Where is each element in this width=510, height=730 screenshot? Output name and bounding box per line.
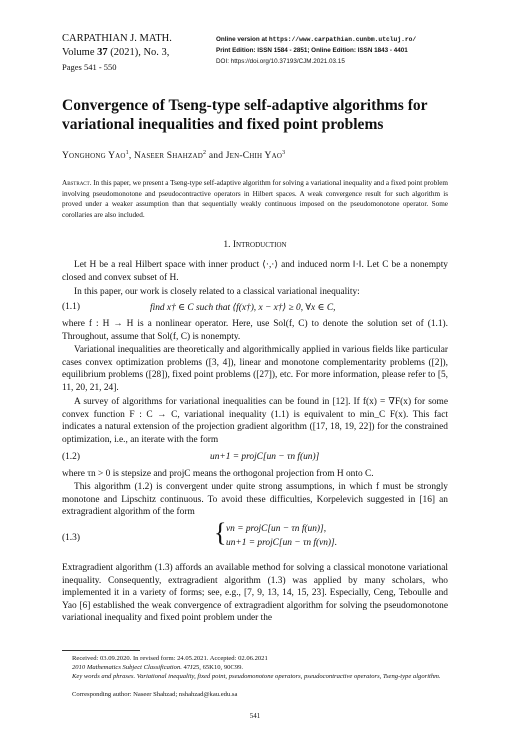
- equation-number: (1.1): [62, 302, 80, 312]
- paragraph: Extragradient algorithm (1.3) affords an available method for solving a classical monotone variational inequality. Consequently, extragradient algorithm (1.3) was applied by many scholars, who implemented it in a variety of forms; see, e.g., [7, 9, 13, 14, 15, 23]. Especially, Ceng, Teboulle and Yao [6] established the weak convergence of extragradient algorithm for solving the pseudomonotone variational inequality and fixed point problem under the: [62, 563, 448, 624]
- equation-1-1: [62, 302, 448, 316]
- author-name: Yonghong Yao: [62, 151, 126, 162]
- equation-1-2: [62, 452, 448, 466]
- abstract-text: In this paper, we present a Tseng-type self-adaptive algorithm for solving a variational inequality and a fixed point problem involving pseudomonotone and pseudocontractive operators in Hilbert spaces. A weak convergence result for such algorithm is proved under a weaker assumption than that sequentially weakly continuous imposed on the pseudomonotone operator. Some corollaries are also included.: [62, 179, 448, 219]
- left-brace: {: [214, 518, 227, 547]
- footnote-dates: Received: 03.09.2020. In revised form: 24.05.2021. Accepted: 02.06.2021: [72, 655, 268, 662]
- footnote-msc: 2010 Mathematics Subject Classification. 47J25, 65K10, 90C99.: [72, 664, 244, 671]
- author-name: Naseer Shahzad: [134, 151, 204, 162]
- equation-expression: find x† ∈ C such that ⟨f(x†), x − x†⟩ ≥ 0, ∀x ∈ C,: [150, 303, 336, 313]
- section-heading: 1. Introduction: [223, 240, 287, 250]
- equation-1-3: [62, 518, 448, 558]
- paragraph: In this paper, our work is closely related to a classical variational inequality:: [74, 287, 360, 297]
- equation-expression: un+1 = projC[un − τn f(un)]: [210, 452, 320, 462]
- abstract: [62, 178, 448, 220]
- paragraph: Let H be a real Hilbert space with inner product ⟨·,·⟩ and induced norm ‖·‖. Let C be a nonempty closed and convex subset of H.: [62, 260, 448, 283]
- equation-number: (1.2): [62, 452, 80, 462]
- journal-volume: Volume 37 (2021), No. 3,: [62, 47, 170, 58]
- footnote-corresponding-author: Corresponding author: Naseer Shahzad; nshahzad@kau.edu.sa: [72, 691, 238, 698]
- paper-title: Convergence of Tseng-type self-adaptive algorithms for variational inequalities and fixed point problems: [62, 97, 428, 133]
- publication-info: [216, 34, 416, 67]
- paragraph: A survey of algorithms for variational inequalities can be found in [12]. If f(x) = ∇F(x) for some convex function F : C → C, variational inequality (1.1) is equivalent to min_C F(x). This fact indicates a natural extension of the projection gradient algorithm ([17, 18, 19, 22]) for the constrained optimization, i.e., an iterate with the form: [62, 397, 448, 445]
- paragraph: Variational inequalities are theoretically and algorithmically applied in various fields like particular cases convex optimization problems ([3, 4]), linear and monotone complementarity problems ([2]), equilibrium problems ([28]), fixed point problems ([27]), etc. For more information, please refer to [5, 11, 20, 21, 24].: [62, 345, 448, 393]
- journal-pages: Pages 541 - 550: [62, 62, 117, 72]
- issn-line: Print Edition: ISSN 1584 - 2851; Online Edition: ISSN 1843 - 4401: [216, 47, 408, 54]
- paragraph: where f : H → H is a nonlinear operator. Here, use Sol(f, C) to denote the solution set of (1.1). Throughout, assume that Sol(f, C) is nonempty.: [62, 319, 448, 342]
- online-url-link[interactable]: https://www.carpathian.cunbm.utcluj.ro/: [268, 36, 417, 43]
- author-name: Jen-Chih Yao: [225, 151, 283, 162]
- abstract-label: Abstract.: [62, 179, 92, 187]
- equation-row: vn = projC[un − τn f(un)],: [226, 524, 327, 534]
- journal-header: [62, 32, 172, 74]
- author-list: Yonghong Yao$^1$, Naseer Shahzad$^2$ and Jen-Chih Yao$^3$: [62, 150, 286, 162]
- online-version: Online version at https://www.carpathian.cunbm.utcluj.ro/: [216, 36, 417, 43]
- paragraph: where τn > 0 is stepsize and projC means the orthogonal projection from H onto C.: [62, 469, 374, 479]
- journal-name: CARPATHIAN J. MATH.: [62, 33, 172, 44]
- doi-line: DOI: https://doi.org/10.37193/CJM.2021.03.15: [216, 58, 345, 65]
- equation-number: (1.3): [62, 533, 80, 543]
- equation-row: un+1 = projC[un − τn f(vn)].: [226, 538, 338, 548]
- paragraph: This algorithm (1.2) is convergent under quite strong assumptions, in which f must be strongly monotone and Lipschitz continuous. To avoid these difficulties, Korpelevich suggested in [16] an extragradient algorithm of the form: [62, 482, 448, 518]
- page-number: 541: [249, 712, 261, 720]
- footnote-keywords: Key words and phrases. Variational inequality, fixed point, pseudomonotone operators, pseudocontractive operators, Tseng-type algorithm.: [72, 673, 441, 680]
- footnote-divider: [62, 650, 140, 651]
